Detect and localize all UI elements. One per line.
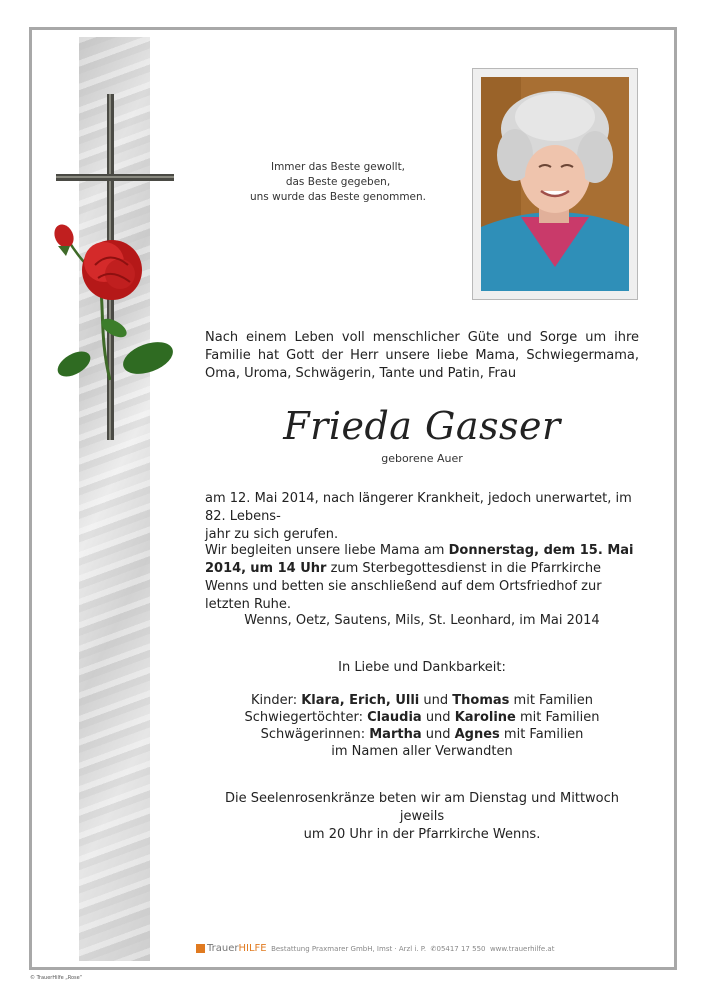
deceased-name: Frieda Gasser — [283, 404, 561, 448]
sister-in-law-name: Martha — [369, 727, 422, 742]
intro-text: Nach einem Leben voll menschlicher Güte und Sorge um ihre Familie hat Gott der Herr unsere liebe Mama, Schwiegermama, Oma, Uroma, Schwägerin, Tante und Patin, Frau — [205, 330, 639, 381]
and-word: und — [421, 710, 455, 725]
trauerhilfe-logo-icon — [196, 944, 205, 953]
funeral-post: zum Sterbegottesdienst in die Pfarrkirche Wenns und betten sie anschließend auf dem Ortsfriedhof zur letzten Ruhe. — [205, 561, 602, 612]
family-children-row — [205, 692, 639, 709]
motto-line: uns wurde das Beste genommen. — [249, 191, 427, 203]
rosary-info — [205, 790, 639, 844]
places-date: Wenns, Oetz, Sautens, Mils, St. Leonhard, im Mai 2014 — [244, 613, 600, 628]
footer-company: Bestattung Praxmarer GmbH, Imst · Arzl i. P. — [271, 945, 427, 953]
cross-with-rose-icon — [40, 90, 180, 450]
family-list — [205, 692, 639, 760]
brand-name-part1: Trauer — [207, 943, 239, 954]
daughter-in-law-name: Claudia — [367, 710, 422, 725]
children-label: Kinder: — [250, 693, 302, 708]
leaf-icon — [119, 336, 177, 380]
sister-in-law-name: Agnes — [454, 727, 500, 742]
sisters-in-law-label: Schwägerinnen: — [260, 727, 370, 742]
family-sisters-in-law-row — [205, 726, 639, 743]
motto-line: Immer das Beste gewollt, — [270, 161, 406, 173]
phone-icon: ✆ — [430, 945, 437, 953]
copyright-note: © TrauerHilfe „Rose“ — [30, 975, 83, 981]
children-last-name: Thomas — [452, 693, 510, 708]
closing-line: In Liebe und Dankbarkeit: — [338, 660, 506, 675]
with-families: mit Familien — [499, 727, 584, 742]
maiden-name: geborene Auer — [381, 452, 463, 465]
footer — [196, 943, 556, 954]
with-families: mit Familien — [515, 710, 600, 725]
funeral-info — [205, 542, 639, 614]
funeral-date: Donnerstag, dem 15. Mai 2014, — [205, 543, 634, 576]
death-notice — [205, 490, 639, 544]
motto — [218, 160, 458, 205]
relatives-line: im Namen aller Verwandten — [331, 744, 513, 759]
rosary-line: um 20 Uhr in der Pfarrkirche Wenns. — [303, 827, 541, 842]
rosary-line: Die Seelenrosenkränze beten wir am Dienstag und Mittwoch jeweils — [224, 791, 620, 824]
funeral-pre: Wir begleiten unsere liebe Mama am — [205, 543, 449, 558]
footer-phone: 05417 17 550 — [436, 945, 486, 953]
daughter-in-law-name: Karoline — [454, 710, 516, 725]
daughters-in-law-label: Schwiegertöchter: — [244, 710, 368, 725]
death-notice-line: am 12. Mai 2014, nach längerer Krankheit, jedoch unerwartet, im 82. Lebens- — [205, 491, 632, 524]
portrait-frame — [472, 68, 638, 300]
brand-name-part2: HILFE — [238, 943, 267, 954]
family-daughters-in-law-row — [205, 709, 639, 726]
and-word: und — [419, 693, 453, 708]
children-names: Klara, Erich, Ulli — [301, 693, 420, 708]
footer-website[interactable]: www.trauerhilfe.at — [489, 945, 555, 953]
motto-line: das Beste gegeben, — [285, 176, 391, 188]
death-notice-line: jahr zu sich gerufen. — [205, 527, 339, 542]
funeral-time: um 14 Uhr — [250, 561, 327, 576]
with-families: mit Familien — [509, 693, 594, 708]
and-word: und — [421, 727, 455, 742]
portrait-photo — [481, 77, 629, 291]
